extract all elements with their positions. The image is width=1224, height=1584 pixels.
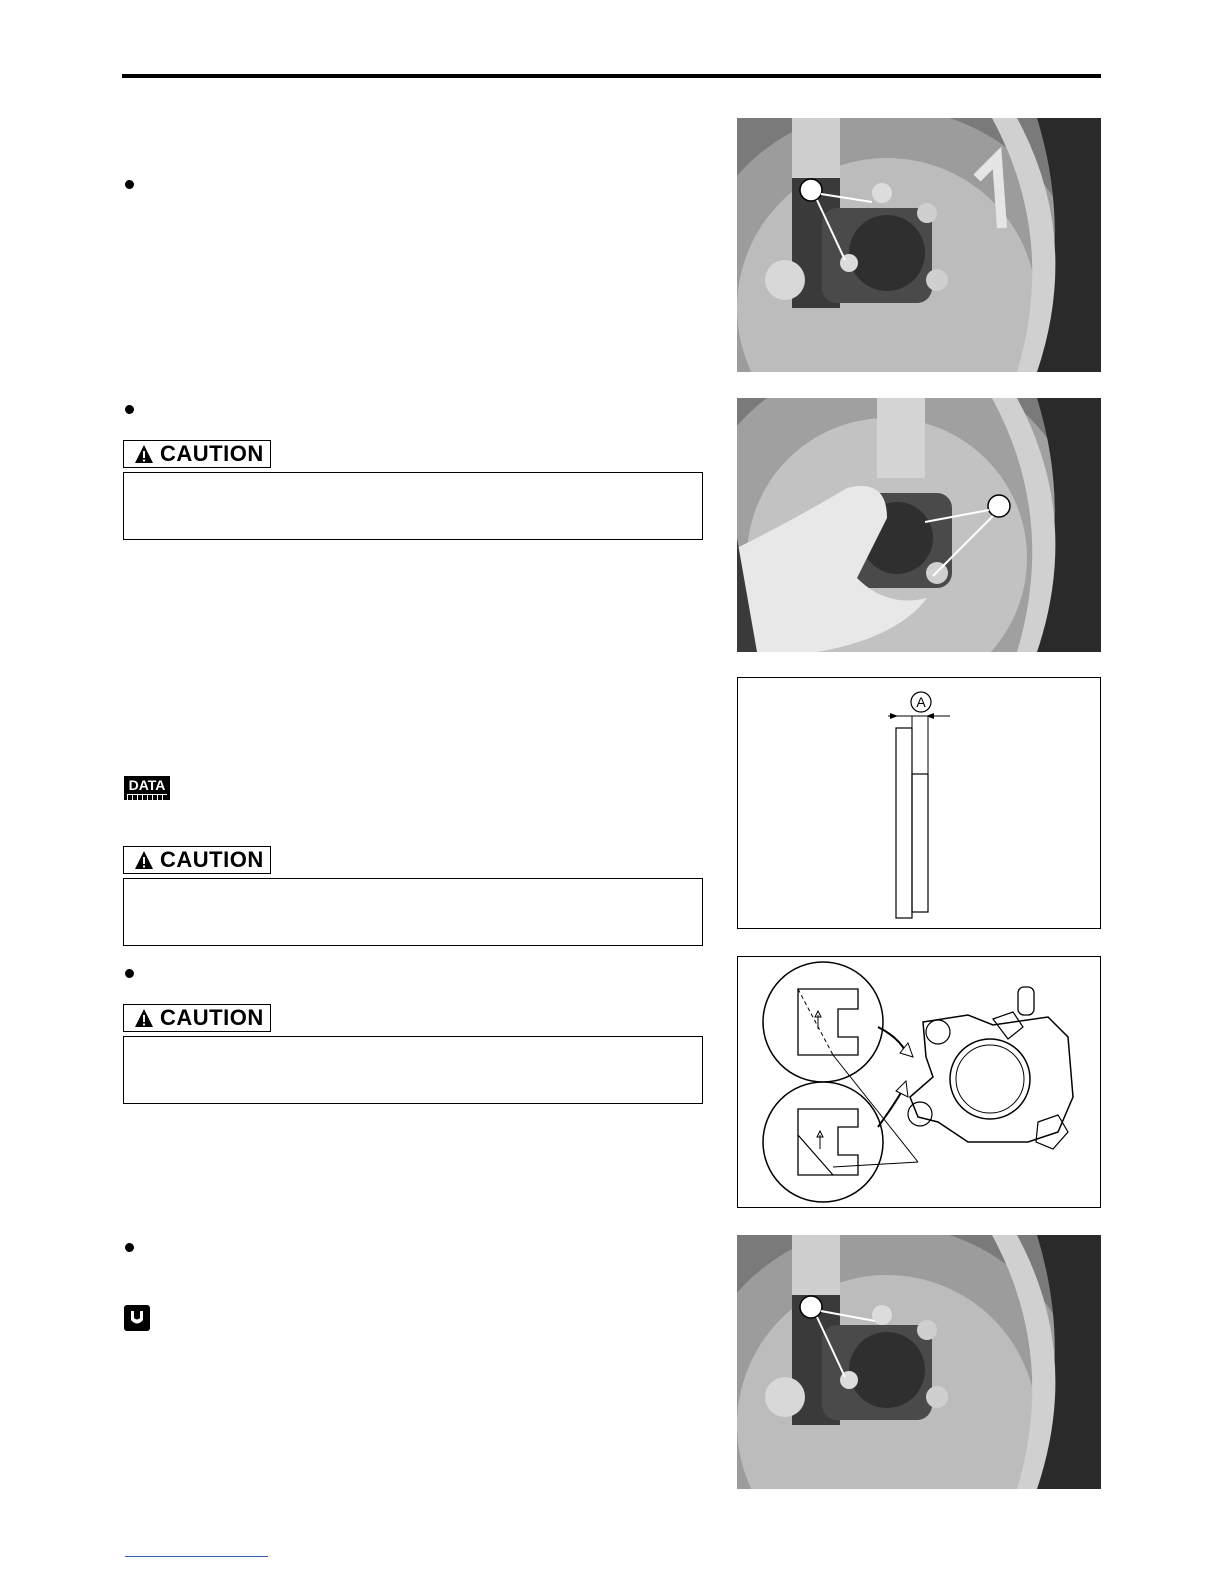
photo-caliper-bolts — [737, 118, 1101, 372]
data-icon-text: DATA — [128, 777, 166, 793]
figure-pad-thickness — [737, 677, 1101, 929]
caution-label — [123, 1004, 271, 1032]
bullet-icon — [125, 1243, 134, 1252]
header-rule — [122, 74, 1101, 78]
photo-caliper-install — [737, 1235, 1101, 1489]
data-ruler-icon — [124, 776, 170, 800]
ruler-marks — [127, 794, 167, 800]
caution-text: CAUTION — [160, 847, 264, 872]
caution-box — [123, 472, 703, 540]
wear-limit-label: A — [916, 694, 926, 710]
warning-triangle-icon — [134, 850, 154, 870]
footer-link-rule — [125, 1556, 268, 1557]
bullet-icon — [125, 180, 134, 189]
bullet-icon — [125, 405, 134, 414]
photo-caliper-removal — [737, 398, 1101, 652]
caution-label — [123, 846, 271, 874]
caution-text: CAUTION — [160, 1005, 264, 1030]
torque-wrench-icon — [124, 1305, 150, 1331]
warning-triangle-icon — [134, 1008, 154, 1028]
figure-pad-installation — [737, 956, 1101, 1208]
caution-label — [123, 440, 271, 468]
bullet-icon — [125, 969, 134, 978]
warning-triangle-icon — [134, 444, 154, 464]
caution-box — [123, 878, 703, 946]
caution-text: CAUTION — [160, 441, 264, 466]
caution-box — [123, 1036, 703, 1104]
